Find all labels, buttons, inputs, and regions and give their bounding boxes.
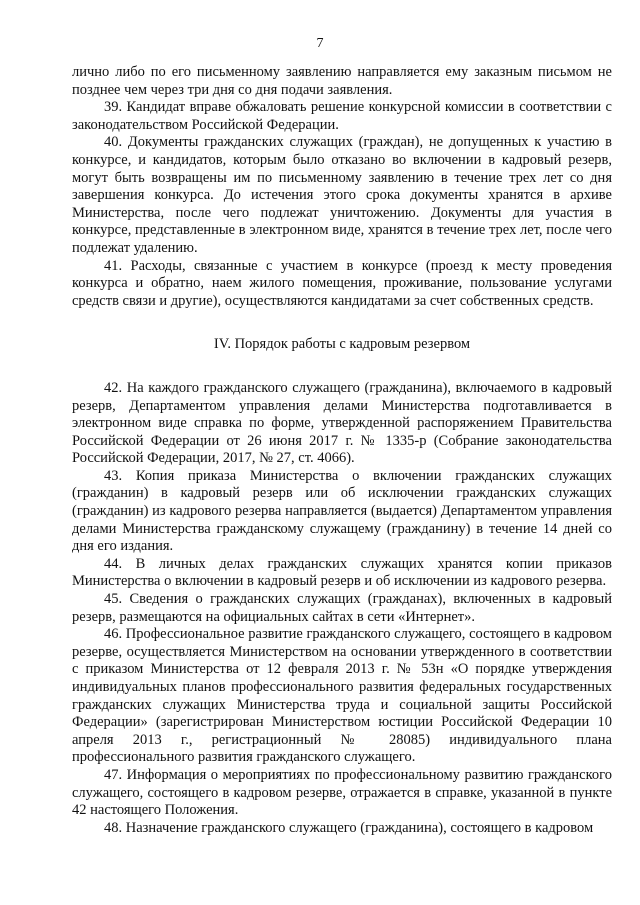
paragraph-43: 43. Копия приказа Министерства о включении гражданских служащих (гражданин) в кадровый резерв или об исключении гражданских служащих (гражданин) из кадрового резерва направляется (выдается) Департаментом управления делами Министерства гражданскому служащему (гражданину) в течение 14 дней со дня его издания. (72, 467, 612, 555)
section-heading: IV. Порядок работы с кадровым резервом (213, 336, 471, 353)
paragraph-47: 47. Информация о мероприятиях по профессиональному развитию гражданского служащего, состоящего в кадровом резерве, отражается в справке, указанной в пункте 42 настоящего Положения. (72, 766, 612, 819)
page-number: 7 (316, 36, 324, 51)
paragraph-42: 42. На каждого гражданского служащего (гражданина), включаемого в кадровый резерв, Департаментом управления делами Министерства подготавливается в электронном виде справка по форме, утвержденной распоряжением Правительства Российской Федерации от 26 июня 2017 г. № 1335-р (Собрание законодательства Российской Федерации, 2017, № 27, ст. 4066). (72, 379, 612, 467)
paragraph-46: 46. Профессиональное развитие гражданского служащего, состоящего в кадровом резерве, осуществляется Министерством на основании утвержденного в соответствии с приказом Министерства от 12 февраля 2013 г. № 53н «О порядке утверждения индивидуальных планов профессионального развития федеральных государственных гражданских служащих Министерства труда и социальной защиты Российской Федерации» (зарегистрирован Министерством юстиции Российской Федерации 10 апреля 2013 г., регистрационный № 28085) индивидуального плана профессионального развития гражданского служащего. (72, 626, 612, 766)
paragraph-48: 48. Назначение гражданского служащего (гражданина), состоящего в кадровом (104, 819, 594, 836)
paragraph-41: 41. Расходы, связанные с участием в конкурсе (проезд к месту проведения конкурса и обратно, наем жилого помещения, проживание, пользование услугами средств связи и другие), осуществляются кандидатами за счет собственных средств. (72, 257, 612, 309)
paragraph-continuation: лично либо по его письменному заявлению направляется ему заказным письмом не позднее чем через три дня со дня подачи заявления. (72, 64, 612, 98)
paragraph-45: 45. Сведения о гражданских служащих (гражданах), включенных в кадровый резерв, размещаются на официальных сайтах в сети «Интернет». (72, 591, 612, 625)
paragraph-39: 39. Кандидат вправе обжаловать решение конкурсной комиссии в соответствии с законодательством Российской Федерации. (72, 99, 612, 133)
paragraph-44: 44. В личных делах гражданских служащих хранятся копии приказов Министерства о включении в кадровый резерв и об исключении из кадрового резерва. (72, 555, 612, 590)
document-body (72, 64, 612, 837)
paragraph-40: 40. Документы гражданских служащих (граждан), не допущенных к участию в конкурсе, и кандидатов, которым было отказано во включении в кадровый резерв, могут быть возвращены им по письменному заявлению в течение трех лет со дня завершения конкурса. До истечения этого срока документы хранятся в архиве Министерства, после чего подлежат уничтожению. Документы для участия в конкурсе, представленные в электронном виде, хранятся в течение трех лет, после чего подлежат удалению. (72, 134, 612, 256)
